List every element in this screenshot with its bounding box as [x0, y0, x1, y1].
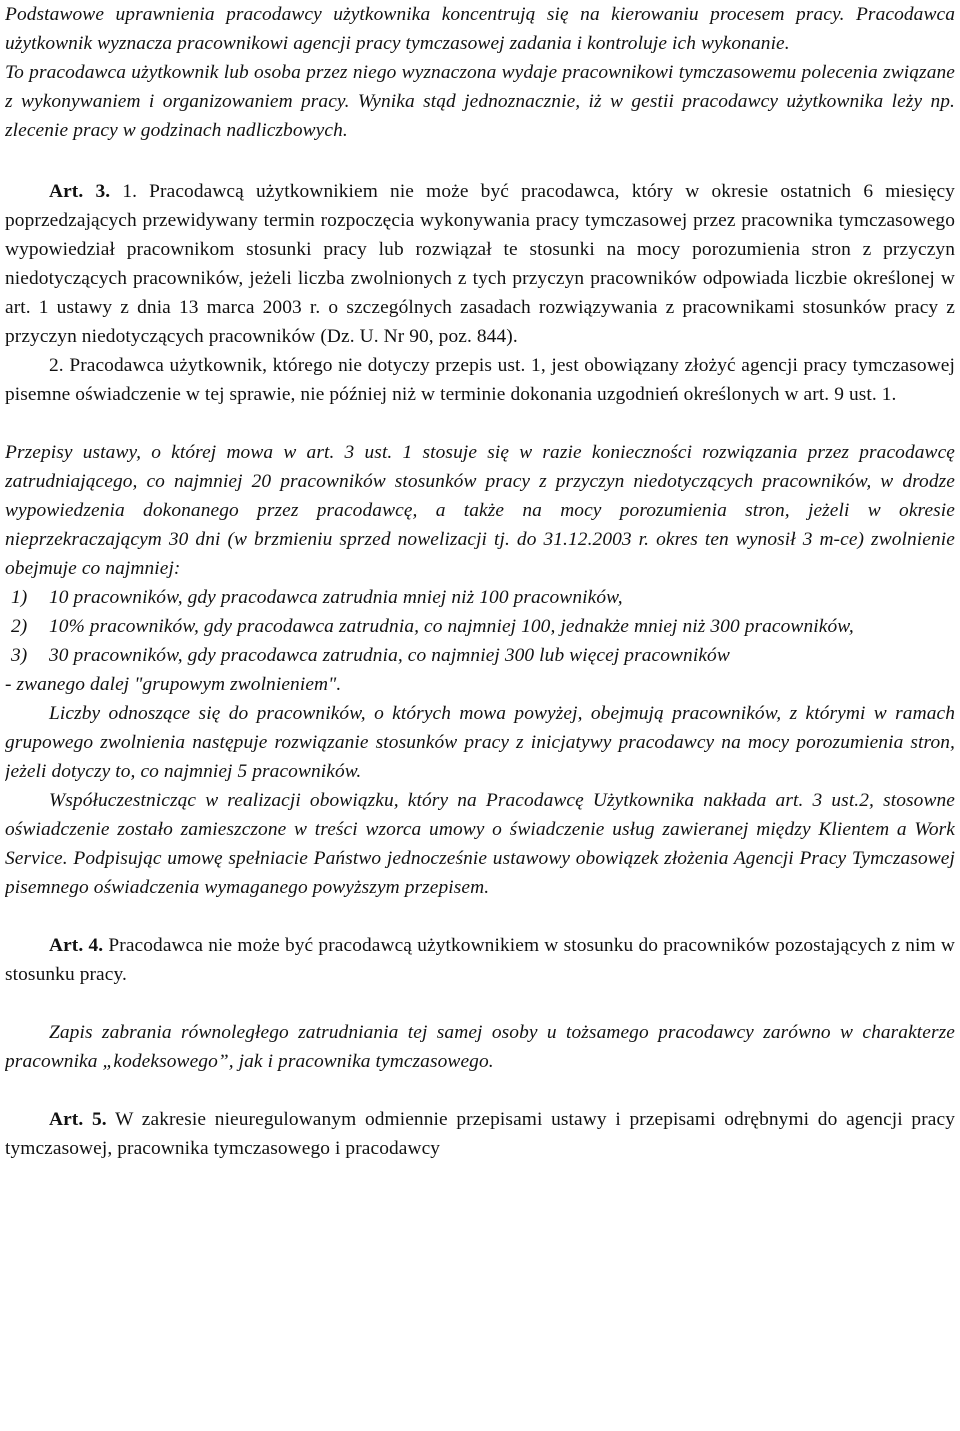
spacer: [5, 902, 955, 931]
list-item: 2) 10% pracowników, gdy pracodawca zatrudnia, co najmniej 100, jednakże mniej niż 300 pracowników,: [11, 616, 854, 637]
spacer: [5, 409, 955, 438]
art3-para2: 2. Pracodawca użytkownik, którego nie dotyczy przepis ust. 1, jest obowiązany złożyć agencji pracy tymczasowej pisemne oświadczenie w tej sprawie, nie później niż w terminie dokonania uzgodnień określonych w art. 9 ust. 1.: [5, 355, 955, 405]
comment-grupowe-intro: Przepisy ustawy, o której mowa w art. 3 ust. 1 stosuje się w razie konieczności rozwiązania przez pracodawcę zatrudniającego, co najmniej 20 pracowników stosunków pracy z przyczyn niedotyczących pracowników, w drodze wypowiedzenia dokonanego przez pracodawcę, a także na mocy porozumienia stron, jeżeli w okresie nieprzekraczającym 30 dni (w brzmieniu sprzed nowelizacji tj. do 31.12.2003 r. okres ten wynosił 3 m-ce) zwolnienie obejmuje co najmniej:: [5, 442, 955, 579]
comment-liczby: Liczby odnoszące się do pracowników, o których mowa powyżej, obejmują pracowników, z którymi w ramach grupowego zwolnienia następuje rozwiązanie stosunków pracy z inicjatywy pracodawcy na mocy porozumienia stron, jeżeli dotyczy to, co najmniej 5 pracowników.: [5, 703, 955, 782]
document-page: [5, 0, 955, 1431]
list-item: 3) 30 pracowników, gdy pracodawca zatrudnia, co najmniej 300 lub więcej pracowników: [11, 645, 730, 666]
art5-text: W zakresie nieuregulowanym odmiennie przepisami ustawy i przepisami odrębnymi do agencji pracy tymczasowej, pracownika tymczasowego i pracodawcy: [5, 1109, 955, 1159]
comment-wspoluczestniczac: Współuczestnicząc w realizacji obowiązku, który na Pracodawcę Użytkownika nakłada art. 3 ust.2, stosowne oświadczenie zostało zamieszczone w treści wzorca umowy o świadczenie usług zawieranej między Klientem a Work Service. Podpisując umowę spełniacie Państwo jednocześnie ustawowy obowiązek złożenia Agencji Pracy Tymczasowej pisemnego oświadczenia wymaganego powyższym przepisem.: [5, 790, 955, 898]
art4-text: Pracodawca nie może być pracodawcą użytkownikiem w stosunku do pracowników pozostających z nim w stosunku pracy.: [5, 935, 955, 985]
comment-zapis: Zapis zabrania równoległego zatrudniania tej samej osoby u tożsamego pracodawcy zarówno w charakterze pracownika „kodeksowego”, jak i pracownika tymczasowego.: [5, 1022, 955, 1072]
paragraph-uprawnienia: Podstawowe uprawnienia pracodawcy użytkownika koncentrują się na kierowaniu procesem pracy. Pracodawca użytkownik wyznacza pracownikowi agencji pracy tymczasowej zadania i kontroluje ich wykonanie.: [5, 4, 955, 54]
art5-paragraph: [5, 1105, 955, 1163]
comment-grupowe-suffix: - zwanego dalej "grupowym zwolnieniem".: [5, 674, 342, 695]
paragraph-polecenia: To pracodawca użytkownik lub osoba przez niego wyznaczona wydaje pracownikowi tymczasowemu polecenia związane z wykonywaniem i organizowaniem pracy. Wynika stąd jednoznacznie, iż w gestii pracodawcy użytkownika leży np. zlecenie pracy w godzinach nadliczbowych.: [5, 62, 955, 141]
list-item: 1) 10 pracowników, gdy pracodawca zatrudnia mniej niż 100 pracowników,: [11, 587, 623, 608]
spacer: [5, 989, 955, 1018]
art3-para1-text: 1. Pracodawcą użytkownikiem nie może być pracodawca, który w okresie ostatnich 6 miesięcy poprzedzających przewidywany termin rozpoczęcia wykonywania pracy tymczasowej przez pracownika tymczasowego wypowiedział pracownikom stosunki pracy lub rozwiązał te stosunki na mocy porozumienia stron z przyczyn niedotyczących pracowników, jeżeli liczba zwolnionych z tych przyczyn pracowników odpowiada liczbie określonej w art. 1 ustawy z dnia 13 marca 2003 r. o szczególnych zasadach rozwiązywania z pracownikami stosunków pracy z przyczyn niedotyczących pracowników (Dz. U. Nr 90, poz. 844).: [5, 181, 955, 347]
spacer: [5, 1076, 955, 1105]
art3-heading: Art. 3.: [49, 181, 111, 202]
art5-heading: Art. 5.: [49, 1109, 107, 1130]
spacer: [5, 145, 955, 177]
art4-heading: Art. 4.: [49, 935, 104, 956]
art4-paragraph: [5, 931, 955, 989]
art3-para1: [5, 177, 955, 351]
